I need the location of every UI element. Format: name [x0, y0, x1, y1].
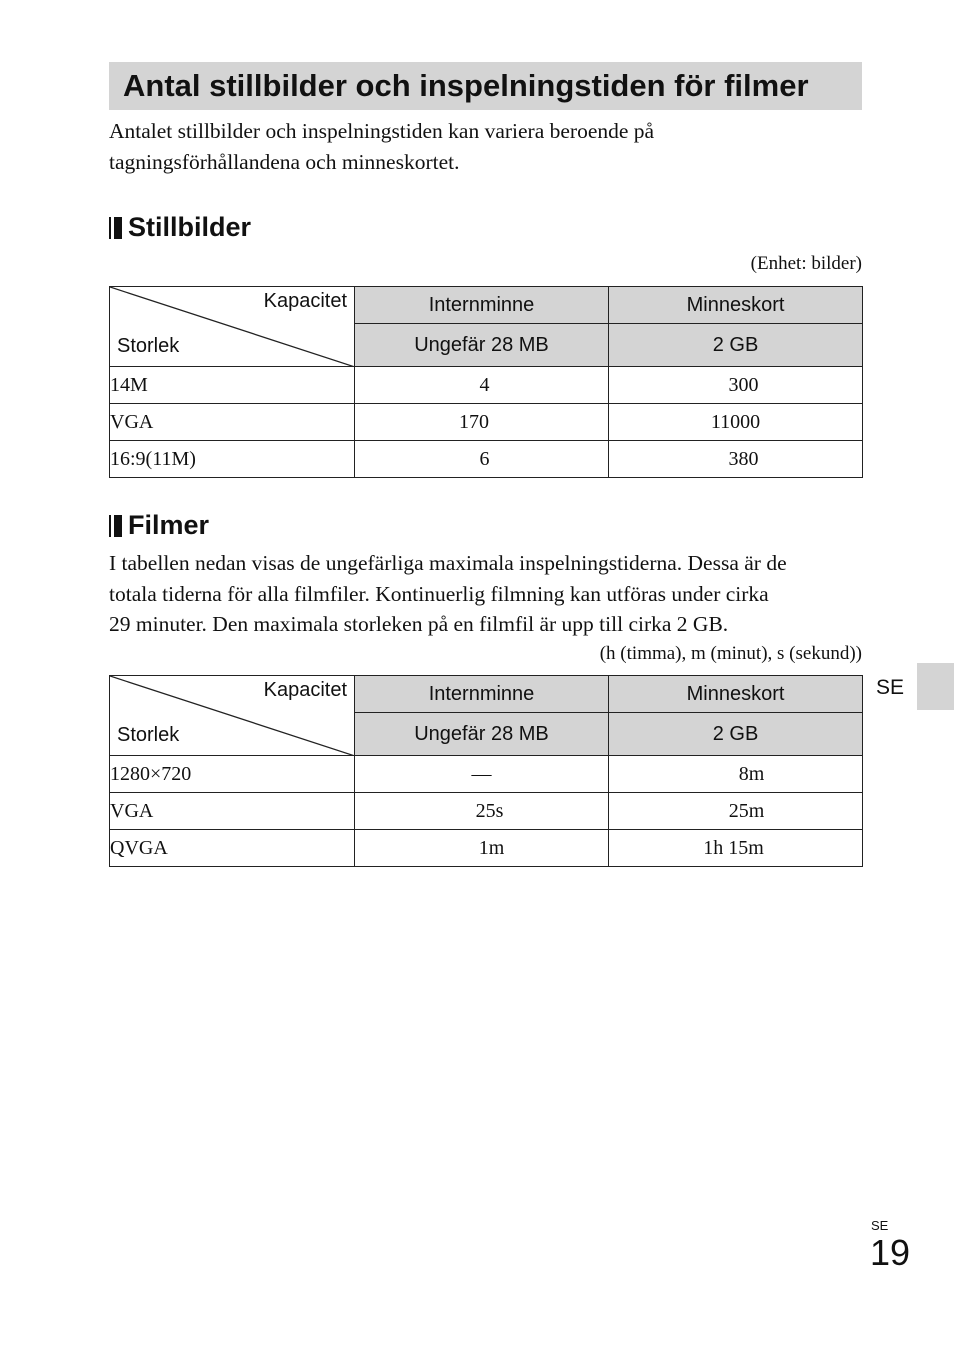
- cell-card: [609, 441, 863, 478]
- cell-internal: [355, 830, 609, 867]
- cell-value: 380: [728, 447, 759, 470]
- row-label: 16:9(11M): [110, 441, 355, 478]
- page-title-bar: [109, 62, 862, 110]
- cell-value: 1h 15m: [703, 836, 764, 859]
- section-heading-stills: [109, 212, 251, 243]
- cell-value: 1m: [478, 836, 505, 859]
- table-corner-cell: [110, 676, 355, 756]
- cell-value: 25s: [475, 799, 504, 822]
- corner-capacity-label: Kapacitet: [263, 290, 347, 312]
- column-subheader-internal: Ungefär 28 MB: [355, 713, 609, 756]
- corner-size-label: Storlek: [117, 724, 180, 746]
- footer-language-label: SE: [871, 1218, 889, 1233]
- cell-card: [609, 367, 863, 404]
- column-subheader-card: 2 GB: [609, 713, 863, 756]
- section-heading-text: Stillbilder: [128, 212, 252, 242]
- table-row: [110, 441, 863, 478]
- table-corner-cell: [110, 287, 355, 367]
- row-label: VGA: [110, 404, 355, 441]
- movies-line: 29 minuter. Den maximala storleken på en filmfil är upp till cirka 2 GB.: [109, 612, 729, 636]
- movies-paragraph: [109, 548, 869, 640]
- row-label: 1280×720: [110, 756, 355, 793]
- row-label: VGA: [110, 793, 355, 830]
- cell-value: 4: [479, 373, 490, 396]
- table-row: [110, 793, 863, 830]
- cell-card: [609, 793, 863, 830]
- unit-note-movies: (h (timma), m (minut), s (sekund)): [599, 643, 862, 664]
- intro-line: Antalet stillbilder och inspelningstiden kan variera beroende på: [109, 119, 655, 143]
- side-tab-language-label: SE: [876, 676, 905, 699]
- column-header-card: Minneskort: [609, 676, 863, 713]
- table-row: [110, 830, 863, 867]
- table-row: [110, 404, 863, 441]
- cell-internal: [355, 441, 609, 478]
- corner-size-label: Storlek: [117, 335, 180, 357]
- cell-card: [609, 830, 863, 867]
- column-header-internal: Internminne: [355, 676, 609, 713]
- column-subheader-internal: Ungefär 28 MB: [355, 324, 609, 367]
- cell-value: —: [471, 762, 492, 785]
- intro-paragraph: [109, 116, 869, 177]
- row-label: QVGA: [110, 830, 355, 867]
- page-number: 19: [870, 1232, 911, 1273]
- page-title: Antal stillbilder och inspelningstiden för filmer: [123, 68, 809, 103]
- cell-value: 8m: [738, 762, 765, 785]
- cell-value: 25m: [728, 799, 765, 822]
- intro-line: tagningsförhållandena och minneskortet.: [109, 149, 460, 174]
- cell-value: 11000: [710, 410, 761, 433]
- cell-internal: [355, 404, 609, 441]
- cell-value: 300: [728, 373, 759, 396]
- column-header-internal: Internminne: [355, 287, 609, 324]
- table-row: [110, 367, 863, 404]
- unit-note-stills: (Enhet: bilder): [750, 253, 862, 274]
- section-heading-text: Filmer: [128, 510, 210, 540]
- section-marker-icon: [109, 515, 122, 537]
- movies-line: totala tiderna för alla filmfiler. Kontinuerlig filmning kan utföras under cirka: [109, 581, 769, 606]
- table-row: [110, 756, 863, 793]
- stills-table: [109, 286, 863, 478]
- corner-capacity-label: Kapacitet: [263, 679, 347, 701]
- cell-internal: [355, 793, 609, 830]
- movies-table: [109, 675, 863, 867]
- cell-value: 170: [459, 410, 489, 433]
- cell-internal: [355, 756, 609, 793]
- movies-line: I tabellen nedan visas de ungefärliga maximala inspelningstiderna. Dessa är de: [109, 551, 787, 575]
- cell-card: [609, 756, 863, 793]
- column-subheader-card: 2 GB: [609, 324, 863, 367]
- column-header-card: Minneskort: [609, 287, 863, 324]
- row-label: 14M: [110, 367, 355, 404]
- language-side-tab: [917, 663, 954, 710]
- table-header-row: [110, 676, 863, 713]
- cell-value: 6: [479, 447, 490, 470]
- table-header-row: [110, 287, 863, 324]
- cell-internal: [355, 367, 609, 404]
- section-marker-icon: [109, 217, 122, 239]
- cell-card: [609, 404, 863, 441]
- section-heading-movies: [109, 510, 209, 541]
